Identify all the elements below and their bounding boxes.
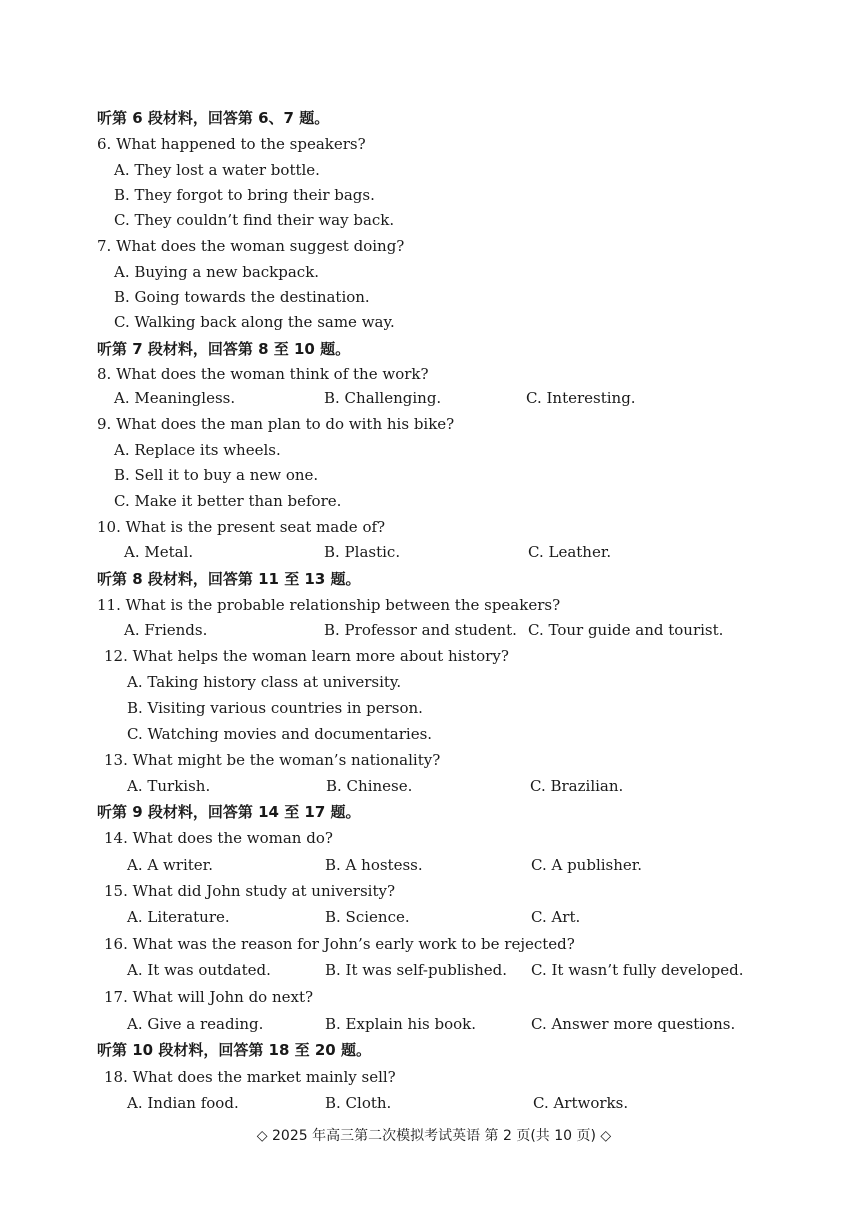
question-stem: 7. What does the woman suggest doing? xyxy=(97,237,405,255)
question-stem: 17. What will John do next? xyxy=(104,988,314,1006)
option-c: C. Interesting. xyxy=(526,389,636,407)
option-b: B. It was self-published. xyxy=(325,961,508,979)
section-heading: 听第 10 段材料，回答第 18 至 20 题。 xyxy=(97,1041,371,1059)
section-heading: 听第 6 段材料，回答第 6、7 题。 xyxy=(97,109,330,127)
question-stem: 15. What did John study at university? xyxy=(104,882,395,900)
option-c: C. A publisher. xyxy=(531,856,643,874)
option-b: B. Visiting various countries in person. xyxy=(127,699,423,717)
option-a: A. Turkish. xyxy=(127,777,211,795)
option-b: B. A hostess. xyxy=(325,856,423,874)
option-b: B. Challenging. xyxy=(324,389,442,407)
option-c: C. Walking back along the same way. xyxy=(114,313,395,331)
option-a: A. They lost a water bottle. xyxy=(114,161,320,179)
option-a: A. Indian food. xyxy=(127,1094,239,1112)
option-b: B. Cloth. xyxy=(325,1094,392,1112)
option-c: C. Tour guide and tourist. xyxy=(528,621,724,639)
option-b: B. They forgot to bring their bags. xyxy=(114,186,375,204)
question-stem: 18. What does the market mainly sell? xyxy=(104,1068,396,1086)
option-c: C. Brazilian. xyxy=(530,777,624,795)
question-stem: 13. What might be the woman’s nationality? xyxy=(104,751,441,769)
section-heading: 听第 8 段材料，回答第 11 至 13 题。 xyxy=(97,570,361,588)
option-a: A. Give a reading. xyxy=(127,1015,264,1033)
option-a: A. Meaningless. xyxy=(114,389,236,407)
option-b: B. Going towards the destination. xyxy=(114,288,370,306)
option-b: B. Professor and student. xyxy=(324,621,517,639)
option-b: B. Sell it to buy a new one. xyxy=(114,466,319,484)
question-stem: 12. What helps the woman learn more about history? xyxy=(104,647,509,665)
option-a: A. It was outdated. xyxy=(127,961,271,979)
option-b: B. Explain his book. xyxy=(325,1015,476,1033)
option-a: A. Taking history class at university. xyxy=(127,673,402,691)
section-heading: 听第 7 段材料，回答第 8 至 10 题。 xyxy=(97,340,351,358)
question-stem: 6. What happened to the speakers? xyxy=(97,135,366,153)
option-c: C. Watching movies and documentaries. xyxy=(127,725,433,743)
question-stem: 16. What was the reason for John’s early work to be rejected? xyxy=(104,935,575,953)
question-stem: 10. What is the present seat made of? xyxy=(97,518,386,536)
option-b: B. Plastic. xyxy=(324,543,401,561)
option-c: C. They couldn’t find their way back. xyxy=(114,211,395,229)
option-c: C. Art. xyxy=(531,908,581,926)
question-stem: 14. What does the woman do? xyxy=(104,829,333,847)
option-c: C. It wasn’t fully developed. xyxy=(531,961,744,979)
page-footer: ◇ 2025 年高三第二次模拟考试英语 第 2 页(共 10 页) ◇ xyxy=(256,1128,612,1144)
section-heading: 听第 9 段材料，回答第 14 至 17 题。 xyxy=(97,803,361,821)
question-stem: 11. What is the probable relationship between the speakers? xyxy=(97,596,561,614)
option-c: C. Artworks. xyxy=(533,1094,629,1112)
question-stem: 8. What does the woman think of the work? xyxy=(97,365,429,383)
option-b: B. Chinese. xyxy=(326,777,413,795)
option-c: C. Make it better than before. xyxy=(114,492,342,510)
option-c: C. Leather. xyxy=(528,543,612,561)
question-stem: 9. What does the man plan to do with his bike? xyxy=(97,415,455,433)
option-a: A. Literature. xyxy=(127,908,230,926)
option-a: A. Replace its wheels. xyxy=(114,441,281,459)
option-a: A. Buying a new backpack. xyxy=(114,263,320,281)
option-a: A. Metal. xyxy=(124,543,194,561)
option-a: A. Friends. xyxy=(124,621,208,639)
option-b: B. Science. xyxy=(325,908,410,926)
option-a: A. A writer. xyxy=(127,856,213,874)
option-c: C. Answer more questions. xyxy=(531,1015,736,1033)
